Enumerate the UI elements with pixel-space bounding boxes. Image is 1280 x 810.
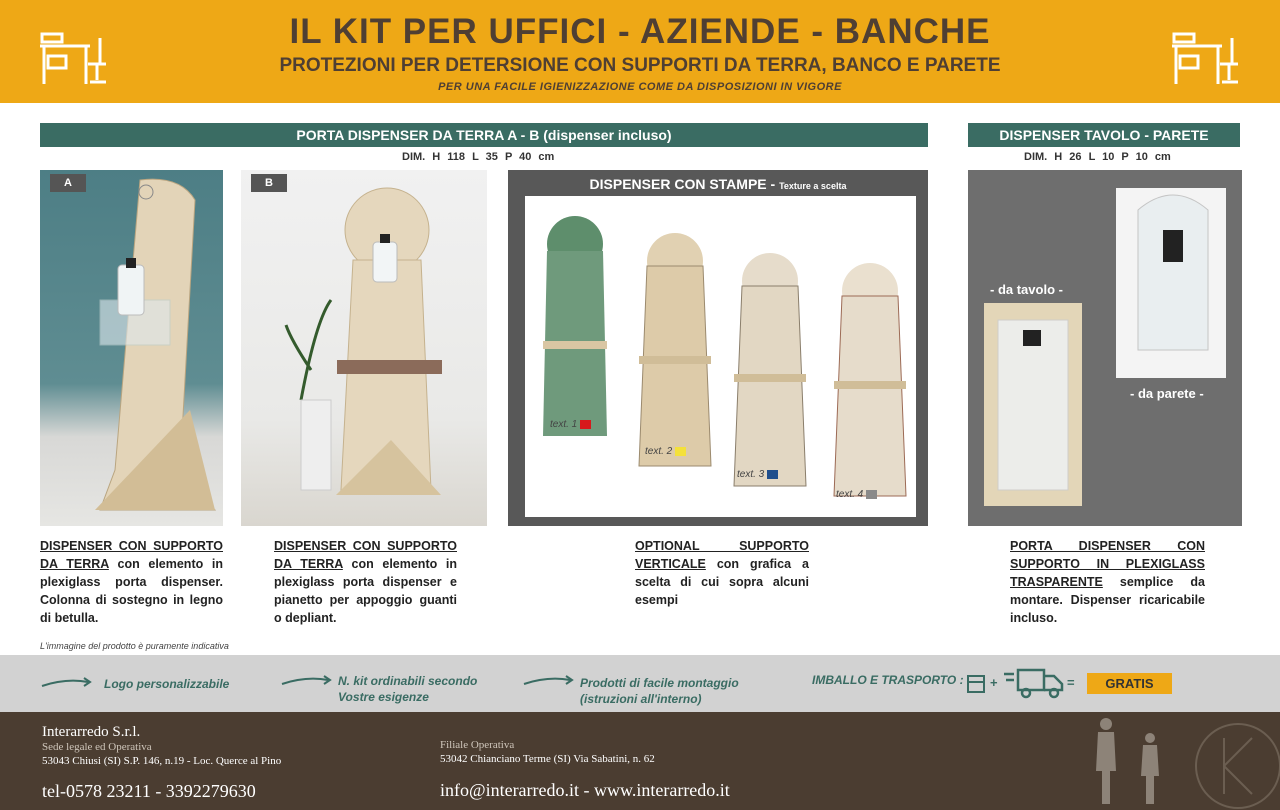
description-a-highlight: DISPENSER CON SUPPORTO DA TERRA bbox=[40, 539, 223, 571]
stand-texture-3 bbox=[734, 253, 806, 486]
stand-texture-4 bbox=[834, 263, 906, 496]
description-a bbox=[40, 537, 223, 627]
texture-label-2: text. 2 bbox=[645, 446, 686, 457]
page-note: PER UNA FACILE IGIENIZZAZIONE COME DA DISPOSIZIONI IN VIGORE bbox=[438, 81, 842, 93]
description-b-text: con elemento in plexiglass porta dispenser e pianetto per appoggio guanti o depliant. bbox=[274, 557, 457, 625]
sede-address: 53043 Chiusi (SI) S.P. 146, n.19 - Loc. Querce al Pino bbox=[42, 755, 282, 767]
page-subtitle: PROTEZIONI PER DETERSIONE CON SUPPORTI DA TERRA, BANCO E PARETE bbox=[279, 55, 1001, 76]
photo-dispenser-a bbox=[40, 170, 223, 526]
arrow-icon bbox=[40, 676, 92, 690]
texture-swatch-red bbox=[580, 420, 591, 429]
filiale-address: 53042 Chianciano Terme (SI) Via Sabatini, n. 62 bbox=[440, 753, 655, 765]
texture-swatch-yellow bbox=[675, 447, 686, 456]
description-c-highlight: OPTIONAL SUPPORTO VERTICALE bbox=[635, 539, 809, 571]
description-d-highlight: PORTA DISPENSER CON SUPPORTO IN PLEXIGLASS TRASPARENTE bbox=[1010, 539, 1205, 589]
texture-label-3: text. 3 bbox=[737, 469, 778, 480]
header-banner bbox=[0, 0, 1280, 103]
texture-swatch-blue bbox=[767, 470, 778, 479]
description-a-text: con elemento in plexiglass porta dispenser. Colonna di sostegno in legno di betulla. bbox=[40, 557, 223, 625]
table-wall-frame bbox=[968, 170, 1242, 526]
stand-texture-2 bbox=[639, 233, 711, 466]
stand-texture-1 bbox=[543, 216, 607, 436]
printed-stands-image bbox=[525, 196, 916, 517]
equals-sign: = bbox=[1067, 675, 1075, 690]
filiale-label: Filiale Operativa bbox=[440, 739, 515, 751]
texture-label-1: text. 1 bbox=[550, 419, 591, 430]
section-bar-floor: PORTA DISPENSER DA TERRA A - B (dispenser incluso) bbox=[40, 123, 928, 147]
phone-numbers: tel-0578 23211 - 3392279630 bbox=[42, 781, 256, 801]
texture-label-4: text. 4 bbox=[836, 489, 877, 500]
description-b-highlight: DISPENSER CON SUPPORTO DA TERRA bbox=[274, 539, 457, 571]
stampe-title: DISPENSER CON STAMPE - Texture a scelta bbox=[589, 176, 847, 192]
company-name: Interarredo S.r.l. bbox=[42, 724, 141, 740]
label-da-tavolo: - da tavolo - bbox=[990, 282, 1063, 297]
photo-tag-a: A bbox=[50, 174, 86, 192]
description-d-text: semplice da montare. Dispenser ricaricabile incluso. bbox=[1010, 575, 1205, 625]
brand-logo-icon bbox=[1190, 714, 1280, 810]
arrow-icon bbox=[522, 674, 574, 688]
wooden-stand-image bbox=[40, 170, 223, 526]
truck-icon bbox=[1002, 666, 1064, 700]
label-da-parete: - da parete - bbox=[1130, 386, 1204, 401]
description-d bbox=[1010, 537, 1205, 627]
people-silhouette-icon bbox=[1088, 716, 1168, 806]
package-icon bbox=[966, 672, 986, 694]
footer bbox=[0, 712, 1280, 810]
contact-web: info@interarredo.it - www.interarredo.it bbox=[440, 780, 730, 800]
feature-montaggio: Prodotti di facile montaggio (istruzioni all'interno) bbox=[580, 676, 739, 706]
plus-sign: + bbox=[990, 675, 998, 690]
plexiglass-dispensers-image bbox=[968, 170, 1242, 526]
stampe-panel bbox=[525, 196, 916, 517]
page-title: IL KIT PER UFFICI - AZIENDE - BANCHE bbox=[289, 12, 991, 51]
imballo-label: IMBALLO E TRASPORTO : bbox=[812, 673, 964, 687]
wooden-stand-image bbox=[241, 170, 487, 526]
dimensions-floor: DIM. H 118 L 35 P 40 cm bbox=[402, 151, 555, 163]
feature-kit: N. kit ordinabili secondo Vostre esigenze bbox=[338, 674, 478, 704]
gratis-badge: GRATIS bbox=[1087, 673, 1172, 694]
description-c bbox=[635, 537, 809, 609]
photo-tag-b: B bbox=[251, 174, 287, 192]
feature-logo: Logo personalizzabile bbox=[104, 677, 230, 691]
description-c-text: con grafica a scelta di cui sopra alcuni esempi bbox=[635, 557, 809, 607]
dimensions-table: DIM. H 26 L 10 P 10 cm bbox=[1024, 151, 1171, 163]
stampe-subtitle: Texture a scelta bbox=[779, 181, 847, 191]
sede-label: Sede legale ed Operativa bbox=[42, 741, 152, 753]
arrow-icon bbox=[280, 674, 332, 688]
disclaimer: L'immagine del prodotto è puramente indicativa bbox=[40, 641, 229, 651]
texture-swatch-grey bbox=[866, 490, 877, 499]
section-bar-table: DISPENSER TAVOLO - PARETE bbox=[968, 123, 1240, 147]
description-b bbox=[274, 537, 457, 627]
photo-dispenser-b bbox=[241, 170, 487, 526]
